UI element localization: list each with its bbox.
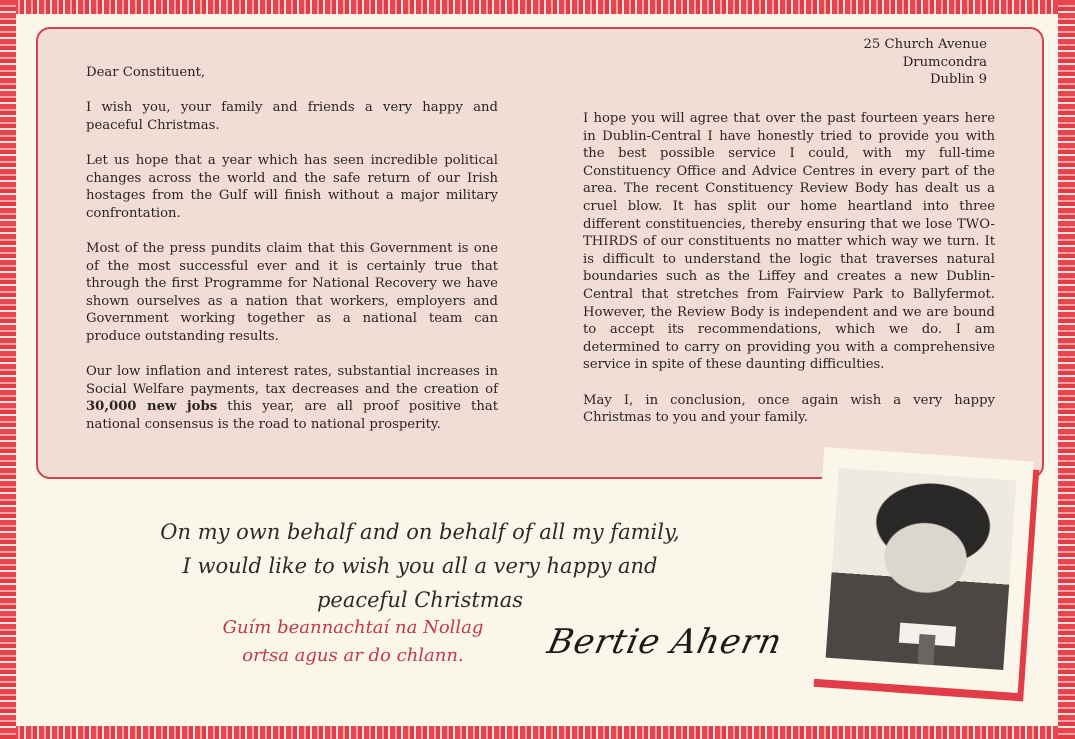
irish-greeting <box>168 614 538 670</box>
greeting-line-3: peaceful Christmas <box>316 588 524 612</box>
decorative-border-right <box>1058 0 1075 739</box>
christmas-greeting <box>110 515 730 617</box>
address-line-3: Dublin 9 <box>929 72 987 88</box>
signature: Bertie Ahern <box>543 622 787 662</box>
photo-frame <box>808 447 1034 693</box>
sender-address <box>864 36 987 89</box>
greeting-line-2: I would like to wish you all a very happy and <box>182 554 658 578</box>
portrait-photo <box>808 446 1044 708</box>
jobs-highlight: 30,000 new jobs <box>86 399 218 415</box>
paragraph-1: I wish you, your family and friends a very happy and peaceful Christmas. <box>86 100 498 133</box>
paragraph-4 <box>86 363 498 433</box>
paragraph-4-end: this year, are all proof positive that national consensus is the road to national prosperity. <box>86 399 498 432</box>
paragraph-6: May I, in conclusion, once again wish a very happy Christmas to you and your family. <box>583 392 995 426</box>
portrait-image <box>826 468 1017 670</box>
letter-left-column <box>86 64 498 451</box>
paragraph-5: I hope you will agree that over the past fourteen years here in Dublin-Central I have honestly tried to provide you with the best possible service I could, with my full-time Constituency Office and Advice Centres in every part of the area. The recent Constituency Review Body has dealt us a cruel blow. It has split our home heartland into three different constituencies, thereby ensuring that we lose TWO-THIRDS of our constituents no matter which way we turn. It is difficult to understand the logic that traverses natural boundaries such as the Liffey and creates a new Dublin-Central that stretches from Fairview Park to Ballyfermot. However, the Review Body is independent and we are bound to accept its recommendations, which we do. I am determined to carry on providing you with a comprehensive service in spite of these daunting difficulties. <box>583 111 995 373</box>
irish-line-1: Guím beannachtaí na Nollag <box>222 617 484 638</box>
tie <box>917 634 935 665</box>
letter-right-column <box>583 110 995 444</box>
greeting-line-1: On my own behalf and on behalf of all my family, <box>160 520 680 544</box>
decorative-border-left <box>0 0 16 739</box>
irish-line-2: ortsa agus ar do chlann. <box>242 645 464 666</box>
paragraph-3: Most of the press pundits claim that this Government is one of the most successful ever and it is certainly true that through the first Programme for National Recovery we have shown ourselves as a nation that workers, employers and Government working together as a national team can produce outstanding results. <box>86 240 498 344</box>
address-line-1: 25 Church Avenue <box>863 37 987 52</box>
address-line-2: Drumcondra <box>902 54 987 70</box>
paragraph-4-start: Our low inflation and interest rates, substantial increases in Social Welfare payments, tax decreases and the creation of <box>86 364 498 397</box>
decorative-border-bottom <box>0 726 1075 739</box>
salutation: Dear Constituent, <box>86 65 206 80</box>
decorative-border-top <box>0 0 1075 14</box>
paragraph-2: Let us hope that a year which has seen incredible political changes across the world and the safe return of our Irish hostages from the Gulf will finish without a major military confrontation. <box>86 152 498 221</box>
